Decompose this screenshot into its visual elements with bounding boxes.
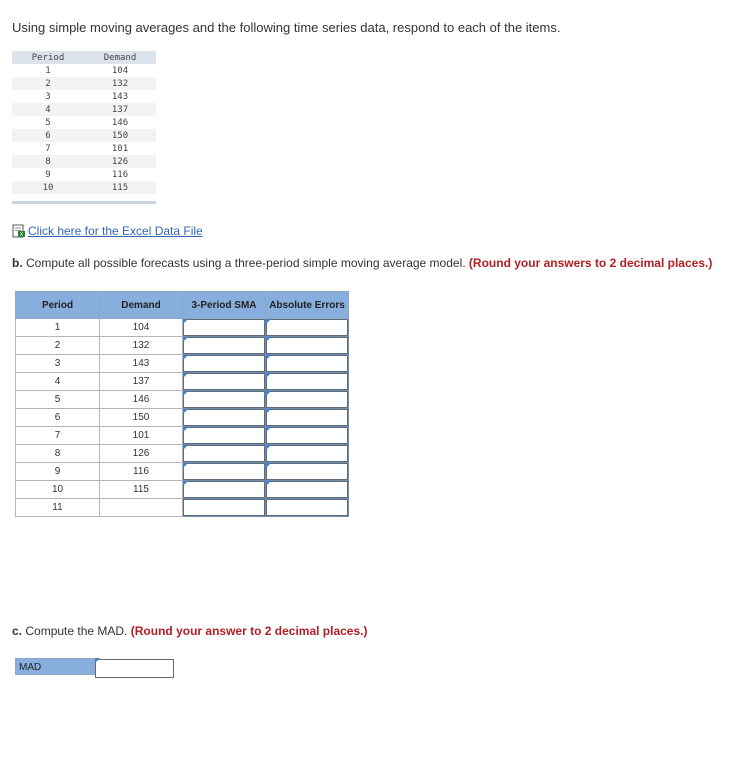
sma-input[interactable]	[183, 409, 265, 426]
mad-row	[15, 658, 174, 675]
absolute-error-cell	[266, 373, 349, 391]
cell-demand: 115	[100, 481, 183, 499]
sma-cell	[183, 427, 266, 445]
absolute-error-cell	[266, 445, 349, 463]
mini-cell-demand: 126	[84, 155, 156, 168]
table-row	[16, 463, 349, 481]
sma-input[interactable]	[183, 445, 265, 462]
mini-cell-demand: 101	[111, 143, 129, 154]
absolute-error-cell	[266, 427, 349, 445]
mini-cell-period: 7	[45, 143, 51, 154]
sma-cell	[183, 319, 266, 337]
table-row	[16, 319, 349, 337]
sma-input[interactable]	[183, 355, 265, 372]
sma-input[interactable]	[183, 373, 265, 390]
cell-demand: 137	[100, 373, 183, 391]
mini-cell-period: 3	[45, 91, 51, 102]
sma-cell	[183, 409, 266, 427]
absolute-error-cell	[266, 463, 349, 481]
mini-cell-demand: 104	[111, 65, 129, 76]
absolute-error-input[interactable]	[266, 427, 348, 444]
absolute-error-input[interactable]	[266, 481, 348, 498]
intro-text: Using simple moving averages and the following time series data, respond to each of the items.	[12, 20, 561, 35]
part-c-label: c.	[12, 624, 23, 638]
cell-demand: 104	[100, 319, 183, 337]
excel-file-icon	[12, 224, 26, 238]
absolute-error-cell	[266, 337, 349, 355]
cell-period: 3	[16, 355, 100, 373]
mini-cell-period: 6	[12, 129, 84, 142]
header-absolute-errors: Absolute Errors	[266, 292, 349, 319]
mini-cell-period: 9	[45, 169, 51, 180]
cell-period: 11	[16, 499, 100, 517]
table-row	[16, 409, 349, 427]
mini-cell-demand: 132	[84, 77, 156, 90]
header-demand: Demand	[100, 292, 183, 319]
cell-period: 9	[16, 463, 100, 481]
cell-period: 1	[16, 319, 100, 337]
mini-cell-demand: 150	[84, 129, 156, 142]
cell-period: 2	[16, 337, 100, 355]
header-period: Period	[16, 292, 100, 319]
mini-row	[12, 168, 156, 181]
part-b-question	[12, 256, 712, 270]
part-b-instruction: (Round your answers to 2 decimal places.)	[468, 256, 713, 270]
mini-header-period: Period	[12, 51, 84, 64]
cell-demand: 132	[100, 337, 183, 355]
absolute-error-input[interactable]	[266, 373, 348, 390]
part-b-text: Compute all possible forecasts using a three-period simple moving average model.	[26, 256, 466, 270]
cell-demand: 150	[100, 409, 183, 427]
svg-text:X: X	[19, 232, 24, 238]
mad-input[interactable]	[95, 659, 174, 678]
cell-demand: 101	[100, 427, 183, 445]
absolute-error-input[interactable]	[266, 499, 348, 516]
absolute-error-input[interactable]	[266, 409, 348, 426]
table-row	[16, 427, 349, 445]
cell-period: 5	[16, 391, 100, 409]
table-row	[16, 481, 349, 499]
absolute-error-input[interactable]	[266, 319, 348, 336]
mini-row	[12, 77, 156, 90]
table-row	[16, 337, 349, 355]
cell-period: 8	[16, 445, 100, 463]
table-row	[16, 373, 349, 391]
mini-cell-demand: 146	[111, 117, 129, 128]
mini-cell-period: 5	[45, 117, 51, 128]
cell-demand: 126	[100, 445, 183, 463]
table-row	[16, 499, 349, 517]
absolute-error-input[interactable]	[266, 463, 348, 480]
cell-period: 6	[16, 409, 100, 427]
sma-cell	[183, 355, 266, 373]
mini-row	[12, 103, 156, 116]
mad-label: MAD	[15, 658, 95, 675]
sma-input[interactable]	[183, 337, 265, 354]
sma-cell	[183, 445, 266, 463]
table-row	[16, 355, 349, 373]
header-sma: 3-Period SMA	[183, 292, 266, 319]
sma-cell	[183, 391, 266, 409]
mini-cell-demand: 116	[111, 169, 129, 180]
sma-cell	[183, 481, 266, 499]
sma-input[interactable]	[183, 499, 265, 516]
cell-period: 7	[16, 427, 100, 445]
cell-demand: 143	[100, 355, 183, 373]
mini-cell-period: 4	[12, 103, 84, 116]
excel-link-row[interactable]	[12, 224, 203, 238]
part-c-question	[12, 624, 367, 638]
table-row	[16, 391, 349, 409]
absolute-error-cell	[266, 499, 349, 517]
cell-period: 4	[16, 373, 100, 391]
sma-cell	[183, 337, 266, 355]
cell-demand: 146	[100, 391, 183, 409]
part-c-text: Compute the MAD.	[25, 624, 128, 638]
absolute-error-input[interactable]	[266, 391, 348, 408]
cell-demand: 116	[100, 463, 183, 481]
mini-row	[12, 129, 156, 142]
absolute-error-input[interactable]	[266, 355, 348, 372]
sma-input[interactable]	[183, 481, 265, 498]
table-divider	[12, 201, 156, 204]
mad-cell	[95, 658, 174, 675]
absolute-error-cell	[266, 319, 349, 337]
absolute-error-cell	[266, 481, 349, 499]
mini-row	[12, 155, 156, 168]
absolute-error-input[interactable]	[266, 445, 348, 462]
mini-row	[12, 142, 156, 155]
part-c-instruction: (Round your answer to 2 decimal places.)	[130, 624, 368, 638]
cell-demand	[100, 499, 183, 517]
sma-cell	[183, 373, 266, 391]
sma-table	[15, 291, 349, 517]
cell-period: 10	[16, 481, 100, 499]
absolute-error-input[interactable]	[266, 337, 348, 354]
time-series-table	[12, 51, 156, 194]
sma-input[interactable]	[183, 319, 265, 336]
mini-row	[12, 116, 156, 129]
mini-cell-demand: 115	[84, 181, 156, 194]
mini-cell-period: 2	[12, 77, 84, 90]
absolute-error-cell	[266, 409, 349, 427]
mini-row	[12, 64, 156, 77]
sma-cell	[183, 499, 266, 517]
mini-cell-demand: 143	[111, 91, 129, 102]
sma-cell	[183, 463, 266, 481]
table-row	[16, 445, 349, 463]
sma-input[interactable]	[183, 463, 265, 480]
mini-cell-period: 1	[45, 65, 51, 76]
absolute-error-cell	[266, 355, 349, 373]
mini-row	[12, 181, 156, 194]
mini-cell-period: 10	[12, 181, 84, 194]
mini-header-demand: Demand	[84, 51, 156, 64]
absolute-error-cell	[266, 391, 349, 409]
mini-row	[12, 90, 156, 103]
mini-cell-period: 8	[12, 155, 84, 168]
excel-data-file-link[interactable]: Click here for the Excel Data File	[28, 224, 203, 238]
sma-input[interactable]	[183, 391, 265, 408]
part-b-label: b.	[12, 256, 23, 270]
sma-input[interactable]	[183, 427, 265, 444]
mini-cell-demand: 137	[84, 103, 156, 116]
